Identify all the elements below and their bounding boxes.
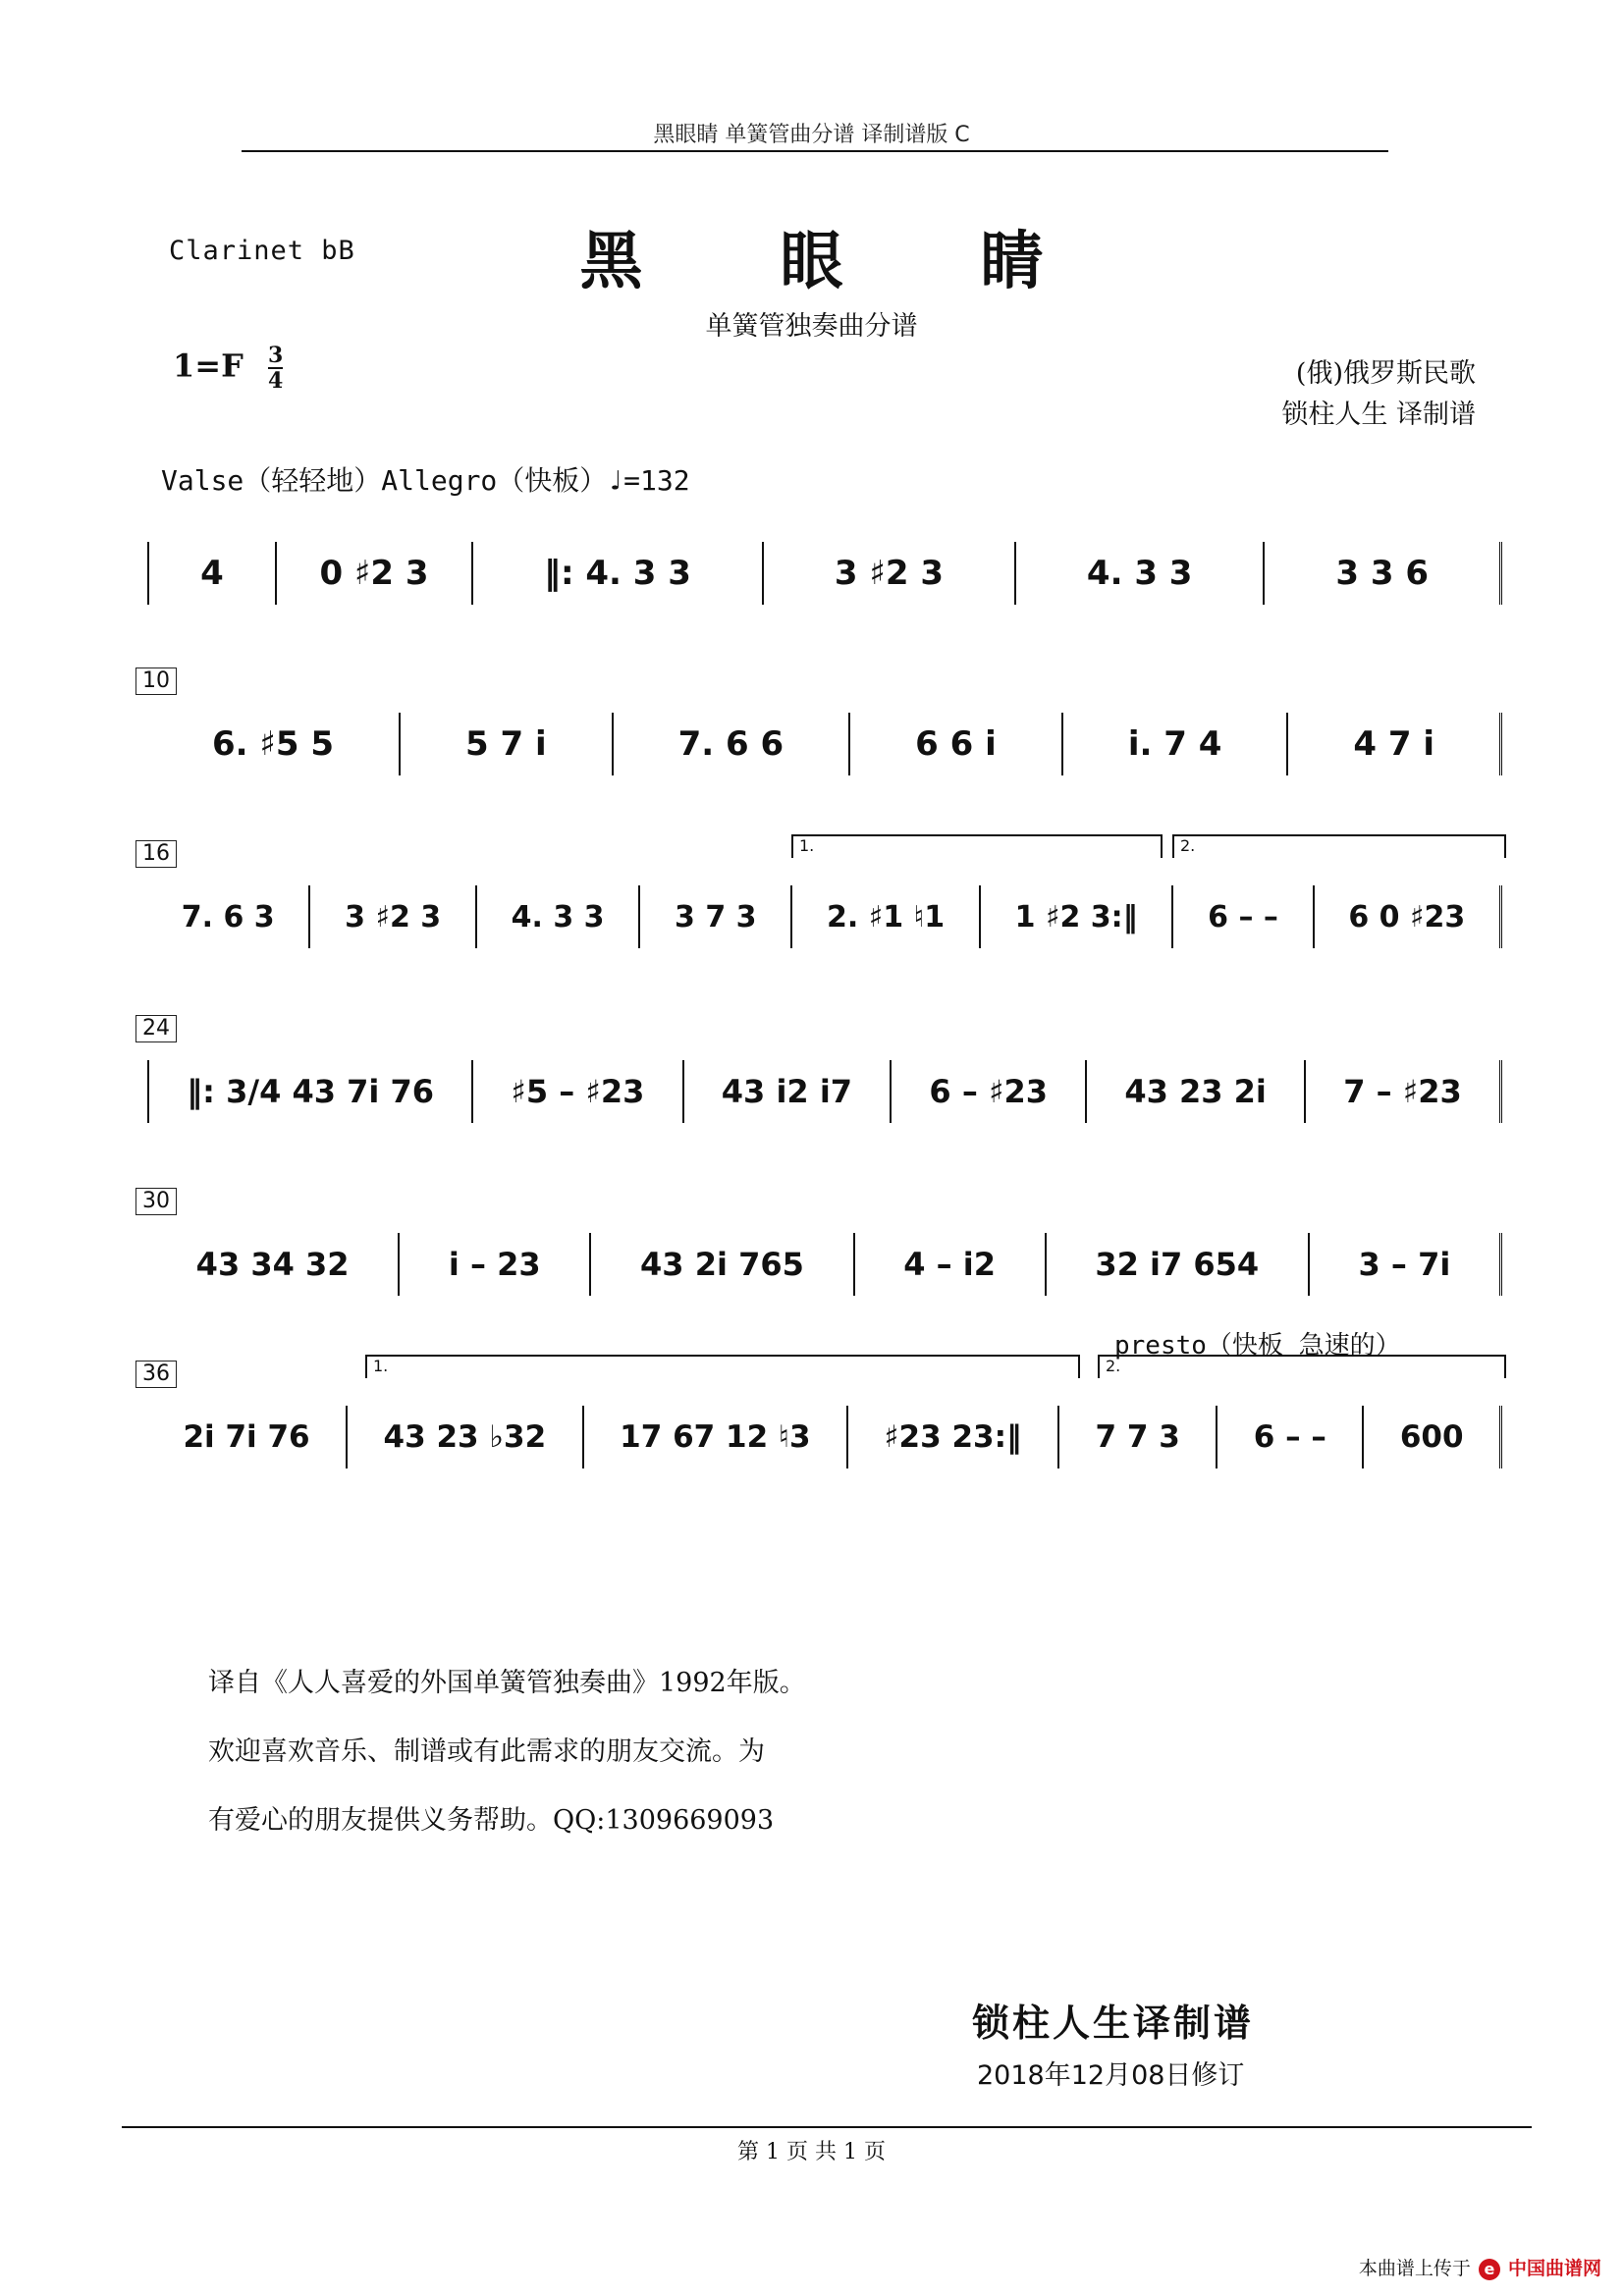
measure — [1288, 713, 1502, 775]
notes-text: 4. 3 3 — [1086, 554, 1193, 593]
measure — [684, 1060, 893, 1123]
measures — [147, 534, 1502, 613]
upload-watermark — [1359, 2254, 1601, 2280]
measure — [981, 885, 1174, 948]
measure — [1315, 885, 1502, 948]
score-system-5 — [142, 1189, 1502, 1323]
measure — [400, 1233, 591, 1296]
origin-line: (俄)俄罗斯民歌 — [1295, 358, 1476, 389]
measure — [1217, 1406, 1364, 1468]
notes-text: 6 – ♯23 — [929, 1073, 1048, 1110]
title-char: 黑 — [579, 225, 643, 298]
measure — [147, 713, 401, 775]
note-line: 欢迎喜欢音乐、制谱或有此需求的朋友交流。为 — [208, 1736, 765, 1767]
origin-credits — [1281, 353, 1476, 436]
translator-notes — [208, 1649, 806, 1855]
notes-text: 6 0 ♯23 — [1348, 899, 1466, 934]
measure — [477, 885, 640, 948]
score-system-6 — [142, 1357, 1502, 1496]
notes-text: 43 34 32 — [195, 1246, 350, 1283]
subtitle: 单簧管独奏曲分谱 — [705, 311, 918, 342]
volta-first-ending: 1. — [791, 834, 1163, 858]
measure — [1059, 1406, 1217, 1468]
page-title — [0, 211, 1623, 301]
measure — [147, 1233, 400, 1296]
bar-number: 24 — [135, 1015, 177, 1042]
signature-name: 锁柱人生译制谱 — [972, 2001, 1255, 2045]
measure — [147, 1060, 473, 1123]
notes-text: 600 — [1399, 1419, 1464, 1455]
notes-text: 2. ♯1 ♮1 — [827, 899, 946, 934]
notes-text: ‖: 3/4 43 7i 76 — [187, 1073, 435, 1110]
measure — [584, 1406, 848, 1468]
notes-text: 43 23 ♭32 — [383, 1419, 547, 1455]
notes-text: 3 – 7i — [1358, 1246, 1451, 1283]
measure — [614, 713, 851, 775]
measure — [473, 1060, 683, 1123]
measure — [1016, 542, 1265, 605]
bar-number: 16 — [135, 840, 177, 868]
measure — [892, 1060, 1087, 1123]
notes-text: 4 – i2 — [903, 1246, 996, 1283]
measure — [1047, 1233, 1310, 1296]
notes-text: 43 2i 765 — [640, 1246, 804, 1283]
measure — [1364, 1406, 1502, 1468]
measure — [848, 1406, 1059, 1468]
key-label: 1=F — [173, 347, 243, 385]
page-number: 第 1 页 共 1 页 — [737, 2140, 886, 2164]
measure — [764, 542, 1016, 605]
measure — [1087, 1060, 1306, 1123]
notes-text: ♯5 – ♯23 — [511, 1073, 645, 1110]
measure — [147, 885, 310, 948]
upload-prefix: 本曲谱上传于 — [1358, 2258, 1471, 2279]
measure — [348, 1406, 584, 1468]
notes-text: 6. ♯5 5 — [211, 724, 334, 764]
measure — [147, 542, 277, 605]
notes-text: 3 7 3 — [675, 899, 757, 934]
measures — [147, 1398, 1502, 1476]
notes-text: 43 23 2i — [1124, 1073, 1267, 1110]
time-top: 3 — [267, 343, 284, 368]
signature-date: 2018年12月08日修订 — [977, 2060, 1245, 2091]
measures — [147, 1225, 1502, 1304]
tempo-marking: Valse（轻轻地）Allegro（快板）♩=132 — [161, 464, 690, 497]
measure — [1310, 1233, 1502, 1296]
notes-text: 1 ♯2 3:‖ — [1014, 899, 1138, 934]
note-line: 有爱心的朋友提供义务帮助。QQ:1309669093 — [208, 1805, 775, 1836]
running-header: 黑眼睛 单簧管曲分谱 译制谱版 C — [653, 123, 970, 147]
measures — [147, 878, 1502, 956]
measures — [147, 705, 1502, 783]
notes-text: 0 ♯2 3 — [319, 554, 429, 593]
bar-number: 10 — [135, 667, 177, 695]
notes-text: ♯23 23:‖ — [884, 1419, 1022, 1455]
measure — [1265, 542, 1502, 605]
notes-text: 2i 7i 76 — [183, 1419, 310, 1455]
score-system-2 — [142, 668, 1502, 803]
title-char: 睛 — [980, 225, 1044, 298]
site-logo-icon: e — [1479, 2259, 1500, 2280]
notes-text: 3 3 6 — [1335, 554, 1430, 593]
notes-text: i. 7 4 — [1127, 724, 1222, 764]
notes-text: 7. 6 3 — [181, 899, 275, 934]
arranger-line: 锁柱人生 译制谱 — [1281, 400, 1476, 430]
measure — [473, 542, 764, 605]
volta-second-ending: 2. — [1098, 1355, 1506, 1378]
footer-rule — [122, 2126, 1532, 2128]
measure — [792, 885, 981, 948]
notes-text: 4 7 i — [1353, 724, 1435, 764]
score-system-3 — [142, 836, 1502, 976]
measure — [310, 885, 477, 948]
measure — [1173, 885, 1314, 948]
instrument-label: Clarinet bB — [169, 236, 355, 266]
measure — [1306, 1060, 1502, 1123]
key-signature — [173, 344, 283, 393]
title-char: 眼 — [780, 225, 843, 298]
notes-text: 4. 3 3 — [511, 899, 605, 934]
measures — [147, 1052, 1502, 1131]
notes-text: 5 7 i — [464, 724, 547, 764]
time-signature — [268, 344, 283, 393]
measure — [1063, 713, 1289, 775]
header-rule — [242, 150, 1388, 152]
notes-text: 3 ♯2 3 — [345, 899, 442, 934]
notes-text: 7 7 3 — [1095, 1419, 1180, 1455]
notes-text: 7 – ♯23 — [1343, 1073, 1462, 1110]
volta-first-ending: 1. — [365, 1355, 1080, 1378]
score-system-4 — [142, 1016, 1502, 1150]
notes-text: 17 67 12 ♮3 — [620, 1419, 811, 1455]
notes-text: 3 ♯2 3 — [834, 554, 944, 593]
notes-text: 7. 6 6 — [677, 724, 784, 764]
note-line: 译自《人人喜爱的外国单簧管独奏曲》1992年版。 — [208, 1668, 806, 1698]
measure — [850, 713, 1063, 775]
notes-text: 6 – – — [1253, 1419, 1326, 1455]
measure — [277, 542, 473, 605]
bar-number: 36 — [135, 1361, 177, 1388]
time-bottom: 4 — [267, 368, 284, 394]
notes-text: i – 23 — [448, 1246, 541, 1283]
measure — [855, 1233, 1047, 1296]
measure — [640, 885, 792, 948]
notes-text: ‖: 4. 3 3 — [543, 554, 691, 593]
notes-text: 4 — [200, 554, 224, 593]
presto-marking: presto（快板 急速的） — [1114, 1331, 1401, 1361]
notes-text: 43 i2 i7 — [721, 1073, 853, 1110]
notes-text: 32 i7 654 — [1095, 1246, 1260, 1283]
volta-second-ending: 2. — [1172, 834, 1506, 858]
measure — [591, 1233, 854, 1296]
notes-text: 6 6 i — [915, 724, 997, 764]
bar-number: 30 — [135, 1188, 177, 1215]
measure — [147, 1406, 348, 1468]
measure — [401, 713, 614, 775]
notes-text: 6 – – — [1208, 899, 1278, 934]
site-brand: 中国曲谱网 — [1507, 2258, 1601, 2279]
score-system-1 — [147, 534, 1502, 632]
